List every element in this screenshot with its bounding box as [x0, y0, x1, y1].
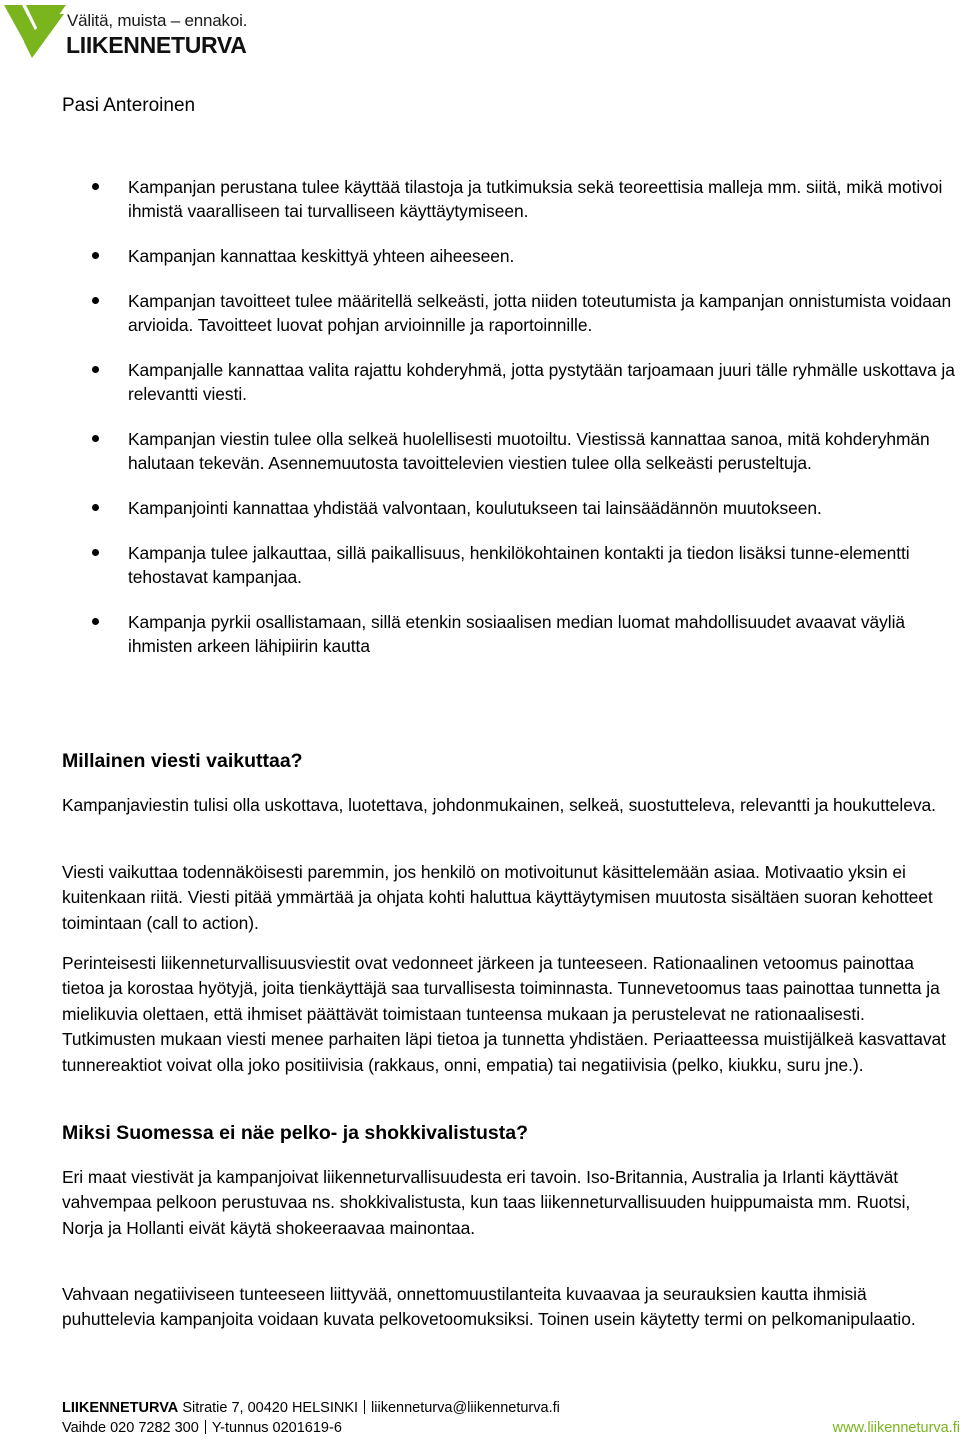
list-item: Kampanjan perustana tulee käyttää tilastoja ja tutkimuksia sekä teoreettisia malleja mm. siitä, mikä motivoi ihmistä vaaralliseen tai turvalliseen käyttäytymiseen. — [92, 175, 957, 223]
liikenneturva-logo — [4, 2, 254, 60]
paragraph: Vahvaan negatiiviseen tunteeseen liittyvää, onnettomuustilanteita kuvaavaa ja seurauksien kautta ihmisiä puhuttelevia kampanjoita voidaan kuvata pelkovetoomuksiksi. Toinen usein käytetty termi on pelkomanipulaatio. — [62, 1284, 916, 1330]
logo-name: LIIKENNETURVA — [66, 32, 247, 58]
footer-address: Sitratie 7, 00420 HELSINKI — [182, 1400, 359, 1416]
bullet-icon — [92, 549, 99, 556]
bullet-list — [92, 175, 957, 679]
paragraph: Perinteisesti liikenneturvallisuusviestit ovat vedonneet järkeen ja tunteeseen. Rationaalinen vetoomus painottaa tietoa ja korostaa hyötyjä, joita tienkäyttäjä saa turvallisesta toiminnasta. Tunnevetoomus taas painottaa tunnetta ja mielikuvia olettaen, että ihmiset päättävät toimistaan tunteensa mukaan ja perustelevat ne rationaalisesti. Tutkimusten mukaan viesti menee parhaiten läpi tietoa ja tunnetta yhdistäen. Periaatteessa muistijälkeä kasvattavat tunnereaktiot voivat olla joko positiivisia (rakkaus, onni, empatia) tai negatiivisia (pelko, kiukku, suru jne.). — [62, 953, 946, 1075]
bullet-icon — [92, 252, 99, 259]
bullet-icon — [92, 366, 99, 373]
footer-separator — [205, 1420, 206, 1434]
section-heading: Millainen viesti vaikuttaa? — [62, 750, 303, 772]
list-item: Kampanjan viestin tulee olla selkeä huolellisesti muotoiltu. Viestissä kannattaa sanoa, mitä kohderyhmän halutaan tekevän. Asennemuutosta tavoittelevien viestien tulee olla selkeästi perusteltuja. — [92, 427, 957, 475]
footer — [62, 1398, 960, 1438]
paragraph: Viesti vaikuttaa todennäköisesti paremmin, jos henkilö on motivoitunut käsittelemään asiaa. Motivaatio yksin ei kuitenkaan riitä. Viesti pitää ymmärtää ja ohjata kohti haluttua käyttäytymisen muutosta sisältäen suoran kehotteet toimintaan (call to action). — [62, 862, 933, 933]
list-item: Kampanjointi kannattaa yhdistää valvontaan, koulutukseen tai lainsäädännön muutokseen. — [92, 496, 957, 520]
list-item: Kampanjalle kannattaa valita rajattu kohderyhmä, jotta pystytään tarjoamaan juuri tälle ryhmälle uskottava ja relevantti viesti. — [92, 358, 957, 406]
list-item: Kampanjan kannattaa keskittyä yhteen aiheeseen. — [92, 244, 957, 268]
bullet-icon — [92, 297, 99, 304]
section-heading-2-wrap — [62, 1120, 952, 1146]
list-item: Kampanja tulee jalkauttaa, sillä paikallisuus, henkilökohtainen kontakti ja tiedon lisäksi tunne-elementti tehostavat kampanjaa. — [92, 541, 957, 589]
section-heading: Miksi Suomessa ei näe pelko- ja shokkivalistusta? — [62, 1122, 529, 1144]
bullet-icon — [92, 504, 99, 511]
footer-email[interactable]: liikenneturva@liikenneturva.fi — [371, 1400, 560, 1416]
footer-phone: Vaihde 020 7282 300 — [62, 1420, 199, 1436]
list-item: Kampanja pyrkii osallistamaan, sillä etenkin sosiaalisen median luomat mahdollisuudet avaavat väyliä ihmisten arkeen lähipiirin kautta — [92, 610, 957, 658]
footer-separator — [364, 1400, 365, 1414]
bullet-icon — [92, 183, 99, 190]
paragraph: Kampanjaviestin tulisi olla uskottava, luotettava, johdonmukainen, selkeä, suostutteleva, relevantti ja houkutteleva. — [62, 795, 936, 815]
section-heading-1-wrap — [62, 748, 952, 774]
footer-website-link[interactable]: www.liikenneturva.fi — [832, 1420, 960, 1436]
bullet-icon — [92, 618, 99, 625]
logo-tagline: Välitä, muista – ennakoi. — [67, 11, 248, 30]
footer-business-id: Y-tunnus 0201619-6 — [211, 1420, 342, 1436]
author-name: Pasi Anteroinen — [62, 95, 196, 116]
bullet-icon — [92, 435, 99, 442]
list-item: Kampanjan tavoitteet tulee määritellä selkeästi, jotta niiden toteutumista ja kampanjan onnistumista voidaan arvioida. Tavoitteet luovat pohjan arvioinnille ja raportoinnille. — [92, 289, 957, 337]
paragraph: Eri maat viestivät ja kampanjoivat liikenneturvallisuudesta eri tavoin. Iso-Britannia, Australia ja Irlanti käyttävät vahvempaa pelkoon perustuvaa ns. shokkivalistusta, kun taas liikenneturvallisuuden huippumaista mm. Ruotsi, Norja ja Hollanti eivät käytä shokeeraavaa mainontaa. — [62, 1167, 911, 1238]
logo-mark-icon — [4, 2, 66, 60]
footer-org: LIIKENNETURVA — [62, 1400, 179, 1416]
